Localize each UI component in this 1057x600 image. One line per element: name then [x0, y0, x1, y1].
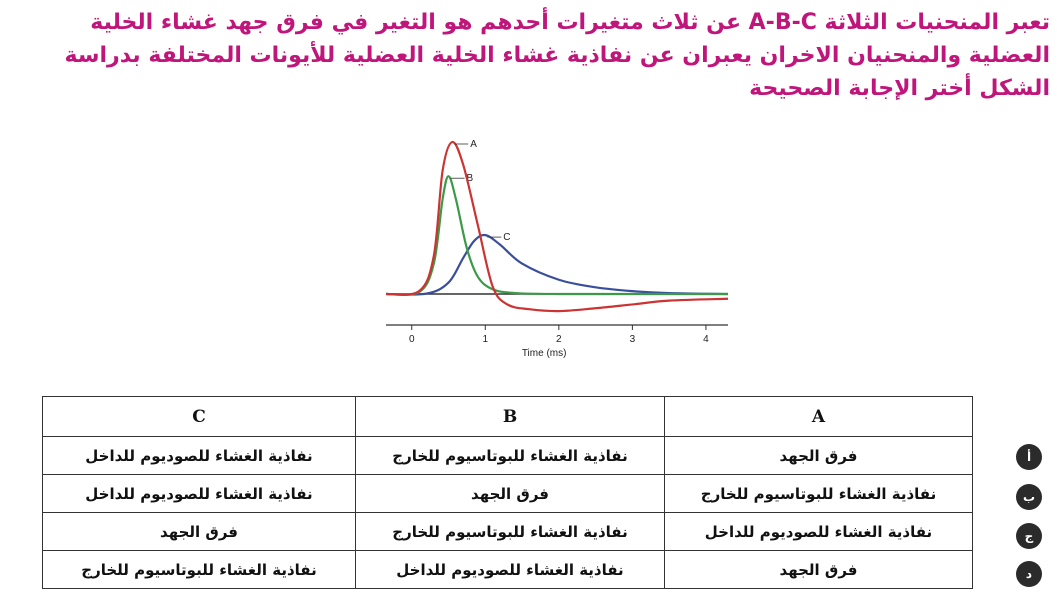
header-a: A [665, 397, 973, 437]
x-tick-label-4: 4 [703, 334, 709, 345]
x-tick-label-1: 1 [482, 334, 489, 345]
question-line-1: تعبر المنحنيات الثلاثة A-B-C عن ثلاث متغيرات أحدهم هو التغير في فرق جهد غشاء الخلية [90, 10, 1050, 35]
header-c: C [43, 397, 356, 437]
cell-b: نفاذية الغشاء للبوتاسيوم للخارج [356, 437, 665, 475]
table-row [43, 475, 973, 513]
x-tick-label-0: 0 [408, 334, 415, 345]
table-row [43, 551, 973, 589]
choice-marker-1[interactable]: أ [1016, 444, 1042, 470]
cell-b: نفاذية الغشاء للصوديوم للداخل [356, 551, 665, 589]
x-tick-label-2: 2 [556, 334, 562, 345]
choice-marker-2[interactable]: ب [1016, 484, 1042, 510]
cell-a: فرق الجهد [665, 551, 973, 589]
series-b-label: B [466, 173, 474, 185]
cell-c: نفاذية الغشاء للصوديوم للداخل [43, 437, 356, 475]
series-c-label: C [503, 232, 511, 244]
series-a-line [386, 142, 728, 311]
cell-b: فرق الجهد [356, 475, 665, 513]
question-line-2: العضلية والمنحنيان الاخران يعبران عن نفاذية غشاء الخلية العضلية للأيونات المختلفة بدراسة [64, 43, 1050, 68]
question-line-3: الشكل أختر الإجابة الصحيحة [749, 76, 1050, 101]
series-a-label: A [470, 139, 477, 150]
choice-marker-4[interactable]: د [1016, 561, 1042, 587]
table-row [43, 513, 973, 551]
table-header-row [43, 397, 973, 437]
cell-a: نفاذية الغشاء للبوتاسيوم للخارج [665, 475, 973, 513]
x-tick-label-3: 3 [629, 334, 636, 345]
table-row [43, 437, 973, 475]
header-b: B [356, 397, 665, 437]
cell-b: نفاذية الغشاء للبوتاسيوم للخارج [356, 513, 665, 551]
x-axis-label: Time (ms) [521, 348, 567, 359]
answer-table [42, 396, 973, 589]
question-text [20, 6, 1050, 105]
cell-c: نفاذية الغشاء للبوتاسيوم للخارج [43, 551, 356, 589]
cell-a: فرق الجهد [665, 437, 973, 475]
cell-c: نفاذية الغشاء للصوديوم للداخل [43, 475, 356, 513]
choice-marker-3[interactable]: ج [1016, 523, 1042, 549]
chart-svg [378, 128, 738, 363]
cell-c: فرق الجهد [43, 513, 356, 551]
action-potential-chart [378, 128, 738, 363]
cell-a: نفاذية الغشاء للصوديوم للداخل [665, 513, 973, 551]
